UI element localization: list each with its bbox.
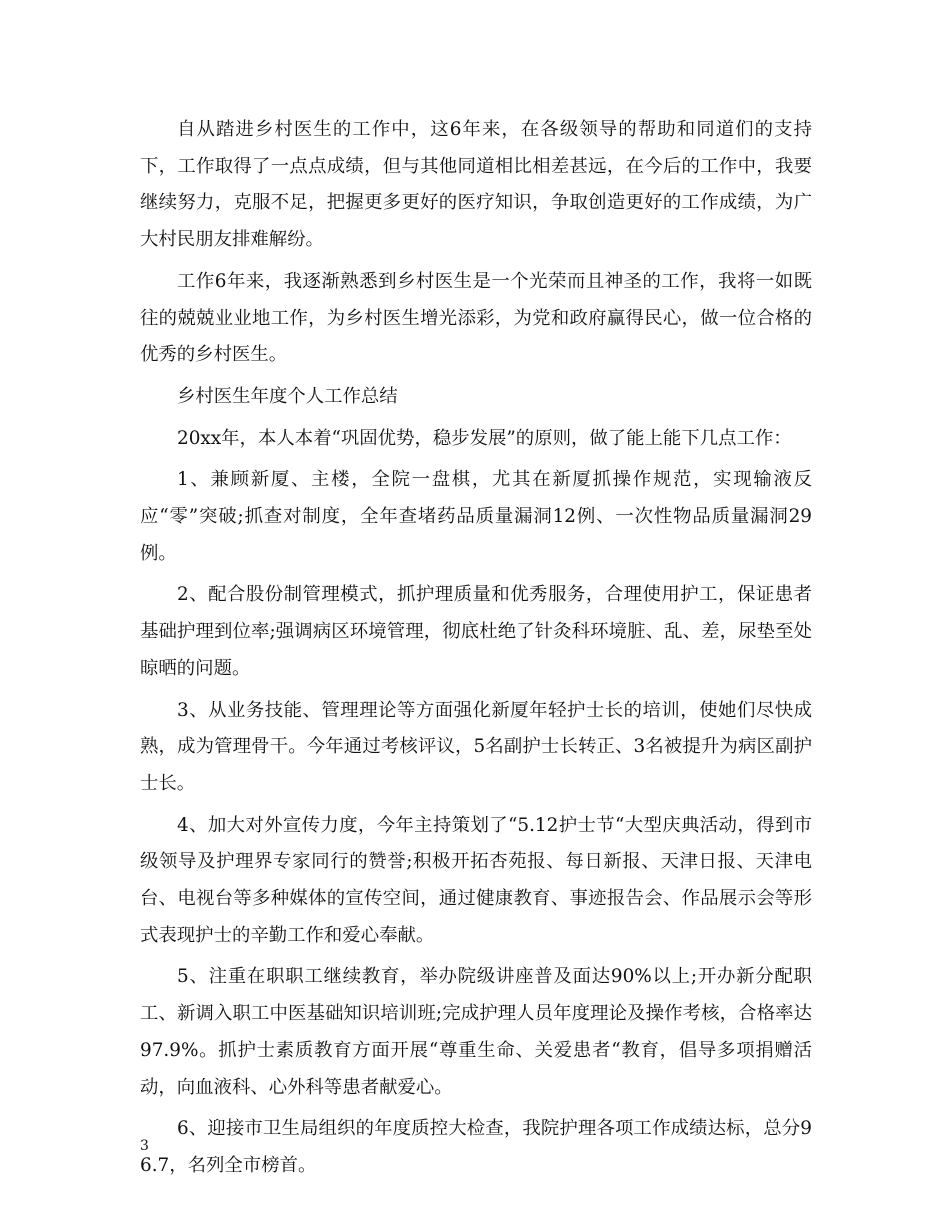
paragraph-summary-intro: 20xx年，本人本着“巩固优势，稳步发展”的原则，做了能上能下几点工作： <box>177 427 792 449</box>
document-body <box>140 112 812 1190</box>
list-item-6: 6、迎接市卫生局组织的年度质控大检查，我院护理各项工作成绩达标，总分96.7，名列全市榜首。 <box>140 1118 812 1176</box>
page-number: 3 <box>140 1138 149 1154</box>
paragraph-six-years: 工作6年来，我逐渐熟悉到乡村医生是一个光荣而且神圣的工作，我将一如既往的兢兢业业地工作，为乡村医生增光添彩，为党和政府赢得民心，做一位合格的优秀的乡村医生。 <box>140 270 812 366</box>
section-heading: 乡村医生年度个人工作总结 <box>177 385 398 407</box>
paragraph-intro: 自从踏进乡村医生的工作中，这6年来，在各级领导的帮助和同道们的支持下，工作取得了一点点成绩，但与其他同道相比相差甚远，在今后的工作中，我要继续努力，克服不足，把握更多更好的医疗知识，争取创造更好的工作成绩，为广大村民朋友排难解纷。 <box>140 119 812 251</box>
list-item-4: 4、加大对外宣传力度，今年主持策划了“5.12护士节“大型庆典活动，得到市级领导及护理界专家同行的赞誉;积极开拓杏苑报、每日新报、天津日报、天津电台、电视台等多种媒体的宣传空间，通过健康教育、事迹报告会、作品展示会等形式表现护士的辛勤工作和爱心奉献。 <box>140 814 812 946</box>
list-item-1: 1、兼顾新厦、主楼，全院一盘棋，尤其在新厦抓操作规范，实现输液反应“零”突破;抓查对制度，全年查堵药品质量漏洞12例、一次性物品质量漏洞29例。 <box>140 469 812 564</box>
list-item-2: 2、配合股份制管理模式，抓护理质量和优秀服务，合理使用护工，保证患者基础护理到位率;强调病区环境管理，彻底杜绝了针灸科环境脏、乱、差，尿垫至处晾晒的问题。 <box>140 584 812 679</box>
list-item-3: 3、从业务技能、管理理论等方面强化新厦年轻护士长的培训，使她们尽快成熟，成为管理骨干。今年通过考核评议，5名副护士长转正、3名被提升为病区副护士长。 <box>140 699 812 794</box>
list-item-5: 5、注重在职职工继续教育，举办院级讲座普及面达90%以上;开办新分配职工、新调入职工中医基础知识培训班;完成护理人员年度理论及操作考核，合格率达97.9%。抓护士素质教育方面开展“尊重生命、关爱患者“教育，倡导多项捐赠活动，向血液科、心外科等患者献爱心。 <box>140 966 812 1098</box>
